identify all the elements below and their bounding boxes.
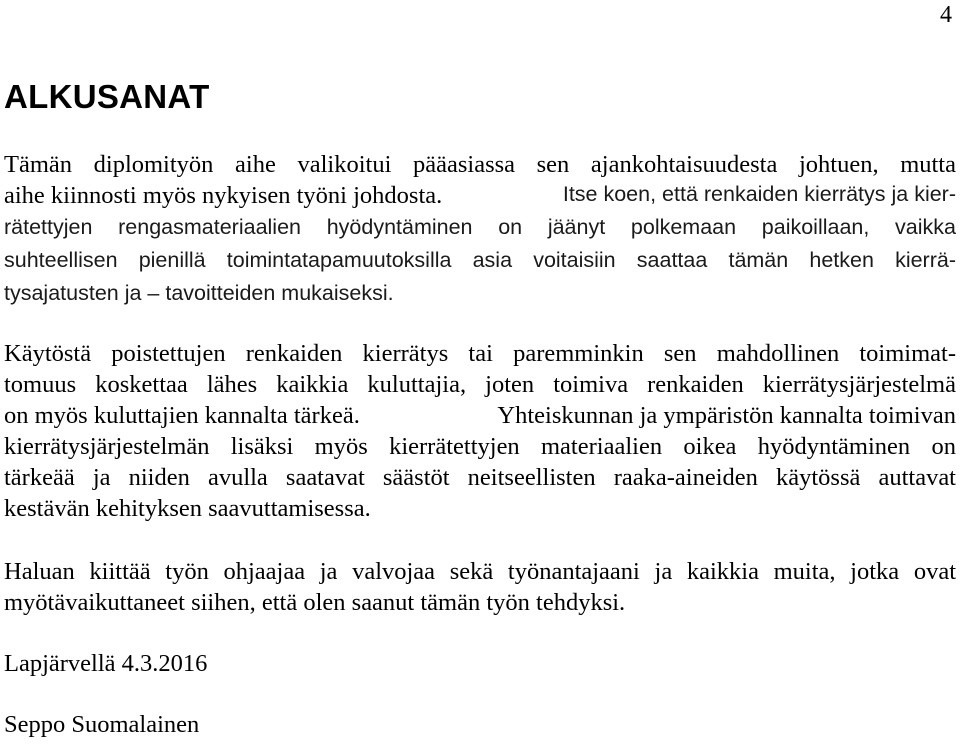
paragraph-1-line-2: [4, 184, 956, 209]
paragraph-2-line-3b-text: Yhteiskunnan ja ympäristön kannalta toimivan: [497, 402, 956, 429]
paragraph-2-line-4-text: kierrätysjärjestelmän lisäksi myös kierrätettyjen materiaalien oikea hyödyntäminen on: [4, 433, 956, 460]
paragraph-2-line-2-text: tomuus koskettaa lähes kaikkia kuluttajia, joten toimiva renkaiden kierrätysjärjestelmä: [4, 371, 956, 398]
paragraph-2-line-1: [4, 342, 956, 367]
page-number: 4: [940, 2, 952, 28]
paragraph-2-line-4: [4, 435, 956, 460]
paragraph-3-line-2: myötävaikuttaneet siihen, että olen saanut tämän työn tehdyksi.: [4, 589, 626, 616]
paragraph-1-line-1-text: Tämän diplomityön aihe valikoitui pääasiassa sen ajankohtaisuudesta johtuen, mutta: [4, 151, 956, 178]
paragraph-1-line-3-text: rätettyjen rengasmateriaalien hyödyntäminen on jäänyt polkemaan paikoillaan, vaikka: [4, 215, 956, 239]
paragraph-2-line-5: [4, 466, 956, 491]
page-title: ALKUSANAT: [4, 78, 210, 115]
paragraph-2-line-3a-text: on myös kuluttajien kannalta tärkeä.: [4, 402, 360, 429]
paragraph-3-line-1-text: Haluan kiittää työn ohjaajaa ja valvojaa sekä työnantajaani ja kaikkia muita, jotka ovat: [4, 558, 956, 585]
place-date: Lapjärvellä 4.3.2016: [4, 650, 208, 677]
paragraph-2-line-2: [4, 373, 956, 398]
paragraph-2-line-1-text: Käytöstä poistettujen renkaiden kierrätys tai paremminkin sen mahdollinen toimimat-: [4, 340, 956, 367]
paragraph-3-line-1: [4, 560, 956, 585]
paragraph-1-line-1: [4, 153, 956, 178]
paragraph-1-line-3: [4, 217, 956, 239]
paragraph-2-line-5-text: tärkeää ja niiden avulla saatavat säästöt neitseellisten raaka-aineiden käytössä auttavat: [4, 464, 956, 491]
paragraph-1-line-2-serif-text: aihe kiinnosti myös nykyisen työni johdosta.: [4, 182, 443, 209]
signature: Seppo Suomalainen: [4, 711, 200, 738]
paragraph-1-line-5: tysajatusten ja – tavoitteiden mukaiseksi.: [4, 281, 394, 305]
paragraph-2-line-6: kestävän kehityksen saavuttamisessa.: [4, 495, 371, 522]
paragraph-1-line-4-text: suhteellisen pienillä toimintatapamuutoksilla asia voitaisiin saattaa tämän hetken kierrä-: [4, 248, 956, 272]
paragraph-1-line-2-sans-text: Itse koen, että renkaiden kierrätys ja kier-: [562, 182, 956, 206]
paragraph-1-line-4: [4, 250, 956, 272]
paragraph-2-line-3: [4, 404, 956, 429]
